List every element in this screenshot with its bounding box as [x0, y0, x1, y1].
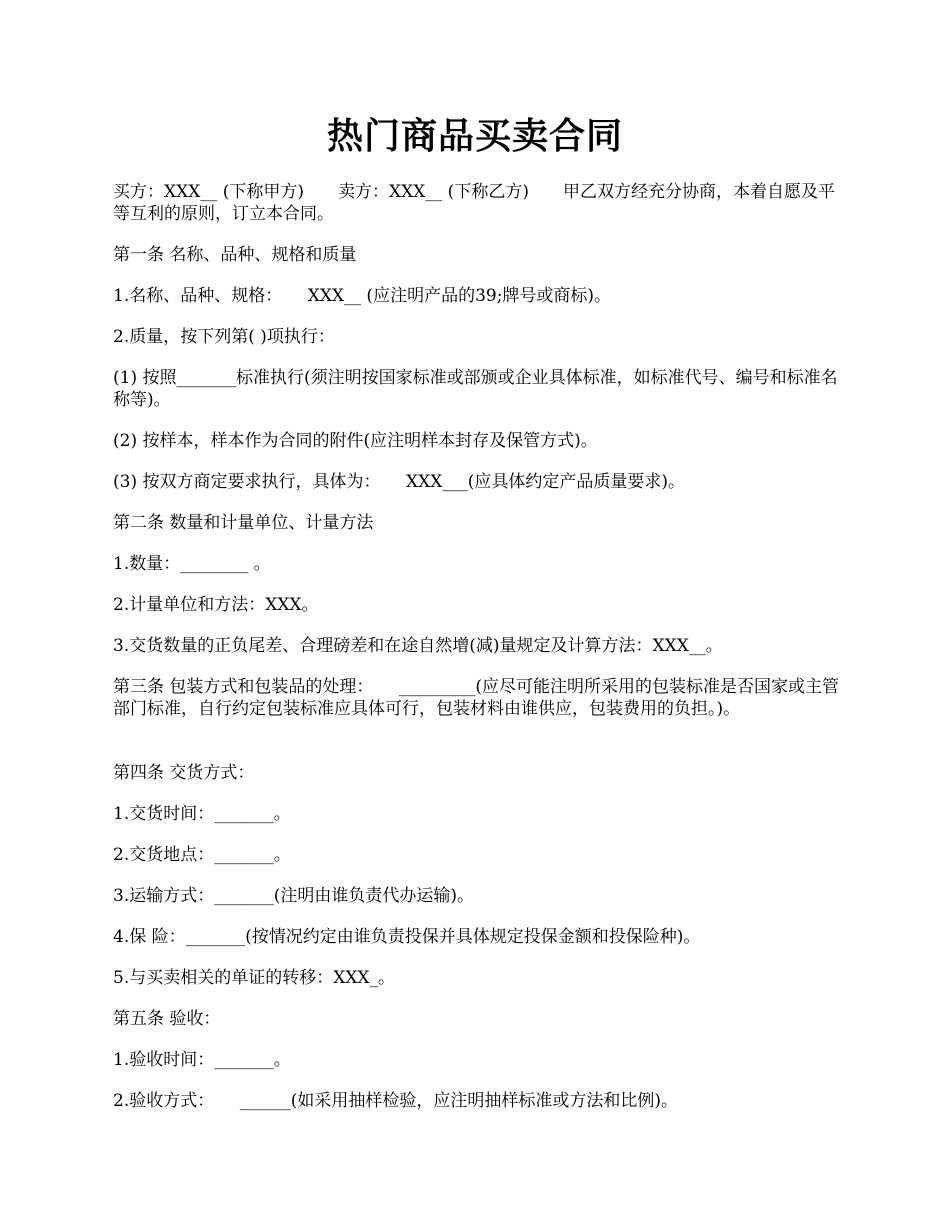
parties-paragraph: 买方：XXX__ (下称甲方) 卖方：XXX__ (下称乙方) 甲乙双方经充分协商，本着自愿及平等互利的原则，订立本合同。 [113, 182, 835, 224]
clause-1-1: 1.名称、品种、规格： XXX__ (应注明产品的39;牌号或商标)。 [113, 286, 612, 306]
clause-4-3: 3.运输方式：_______(注明由谁负责代办运输)。 [113, 886, 474, 906]
clause-2-1: 1.数量：________ 。 [113, 554, 271, 574]
clause-5-1: 1.验收时间：_______。 [113, 1050, 291, 1070]
clause-2-3: 3.交货数量的正负尾差、合理磅差和在途自然增(减)量规定及计算方法：XXX__。 [113, 636, 723, 656]
clause-4-1: 1.交货时间：_______。 [113, 804, 291, 824]
clause-4-2: 2.交货地点：_______。 [113, 845, 291, 865]
clause-2-2: 2.计量单位和方法：XXX。 [113, 595, 319, 615]
article-2-heading: 第二条 数量和计量单位、计量方法 [113, 513, 374, 533]
clause-4-5: 5.与买卖相关的单证的转移：XXX_。 [113, 968, 396, 988]
article-4-heading: 第四条 交货方式： [113, 763, 255, 783]
clause-4-4: 4.保 险：_______(按情况约定由谁负责投保并具体规定投保金额和投保险种)。 [113, 927, 701, 947]
clause-1-2-option-2: (2) 按样本，样本作为合同的附件(应注明样本封存及保管方式)。 [113, 431, 598, 451]
article-3-paragraph: 第三条 包装方式和包装品的处理： _________(应尽可能注明所采用的包装标准是否国家或主管部门标准，自行约定包装标准应具体可行，包装材料由谁供应，包装费用的负担。)。 [113, 677, 840, 719]
clause-1-2-option-3: (3) 按双方商定要求执行，具体为： XXX___(应具体约定产品质量要求)。 [113, 472, 686, 492]
clause-1-2: 2.质量，按下列第( )项执行： [113, 327, 335, 347]
document-title: 热门商品买卖合同 [326, 115, 623, 157]
article-1-heading: 第一条 名称、品种、规格和质量 [113, 245, 357, 265]
clause-5-2: 2.验收方式： ______(如采用抽样检验，应注明抽样标准或方法和比例)。 [113, 1091, 678, 1111]
article-5-heading: 第五条 验收： [113, 1009, 221, 1029]
clause-1-2-option-1: (1) 按照_______标准执行(须注明按国家标准或部颁或企业具体标准，如标准代号、编号和标准名称等)。 [113, 368, 838, 410]
